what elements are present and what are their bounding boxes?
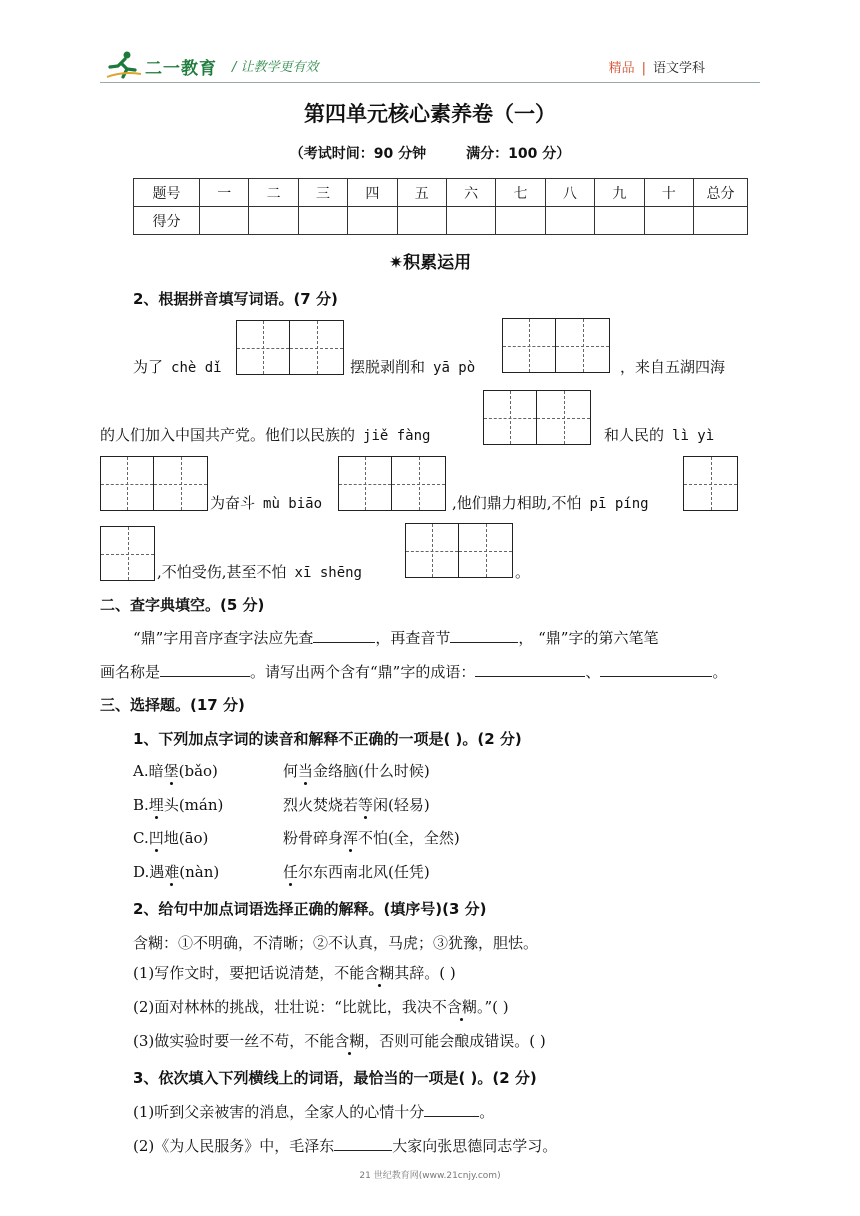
char-grid[interactable]	[338, 456, 446, 511]
option-d-explanation	[283, 861, 430, 882]
score-input-cell[interactable]	[249, 207, 298, 235]
exam-full-score: 满分：100 分）	[466, 146, 571, 162]
text-segment: 其辞。( )	[394, 964, 456, 982]
pinyin: pī píng	[589, 496, 649, 512]
text-segment: (2)《为人民服务》中，毛泽东	[133, 1137, 335, 1155]
option-c-explanation	[283, 827, 460, 848]
text-segment: (bǎo)	[178, 762, 218, 780]
paragraph-line	[133, 627, 658, 648]
char-cell[interactable]	[503, 319, 556, 372]
header-divider	[100, 82, 760, 83]
text-segment: 金络脑(什么时候)	[313, 762, 430, 780]
question-title: 1、下列加点字词的读音和解释不正确的一项是( )。(2 分)	[133, 730, 522, 748]
text-segment: 含糊	[334, 1032, 365, 1050]
section-title: 三、选择题。(17 分)	[100, 696, 245, 714]
answer-blank[interactable]	[600, 661, 712, 677]
table-cell: 一	[200, 179, 249, 207]
score-table	[133, 178, 748, 235]
option-c[interactable]	[133, 827, 208, 848]
text-segment: 尔东西南北风(任凭)	[298, 863, 430, 881]
pinyin: lì yì	[672, 428, 715, 444]
option-b-explanation	[283, 794, 430, 815]
table-cell: 八	[545, 179, 594, 207]
text-segment: (1)写作文时，要把话说清楚，不能	[133, 964, 365, 982]
answer-blank[interactable]	[424, 1101, 479, 1117]
sentence-2	[133, 996, 509, 1017]
pinyin-line	[100, 424, 438, 445]
sentence-1	[133, 962, 456, 983]
score-input-cell[interactable]	[298, 207, 347, 235]
text: ,他们鼎力相助,不怕	[452, 494, 582, 512]
text-segment: (1)听到父亲被害的消息，全家人的心情十分	[133, 1103, 425, 1121]
text-segment: 粉骨碎身	[283, 829, 344, 847]
char-cell[interactable]	[101, 457, 154, 510]
char-grid[interactable]	[483, 390, 591, 445]
score-input-cell[interactable]	[496, 207, 545, 235]
section-title: 二、查字典填空。(5 分)	[100, 596, 265, 614]
text: ，来自五湖四海	[620, 358, 726, 376]
table-cell: 得分	[134, 207, 200, 235]
text-segment: 难	[164, 863, 180, 881]
char-grid[interactable]	[236, 320, 344, 375]
text-segment: 。	[479, 1103, 495, 1121]
text-segment: 等	[358, 796, 374, 814]
char-cell[interactable]	[459, 524, 512, 577]
pinyin-line	[604, 424, 722, 445]
char-cell[interactable]	[392, 457, 445, 510]
page-footer: 21 世纪教育网(www.21cnjy.com)	[359, 1171, 501, 1181]
quality-tag: 精品	[608, 61, 635, 76]
text: ，再查音节	[375, 629, 451, 647]
brand-slogan: / 让教学更有效	[232, 60, 319, 75]
answer-blank[interactable]	[450, 627, 518, 643]
text: 。	[515, 563, 531, 581]
text-segment: D.遇	[133, 863, 165, 881]
char-cell[interactable]	[339, 457, 392, 510]
text-segment: 浑	[343, 829, 359, 847]
char-cell[interactable]	[237, 321, 290, 374]
exam-subtitle	[0, 143, 860, 163]
char-cell[interactable]	[101, 527, 154, 580]
pinyin: xī shēng	[294, 565, 362, 581]
char-cell[interactable]	[484, 391, 537, 444]
char-grid[interactable]	[683, 456, 738, 511]
text-segment: (3)做实验时要一丝不苟，不能	[133, 1032, 335, 1050]
text: 。	[712, 663, 728, 681]
sentence-1	[133, 1101, 494, 1122]
score-input-cell[interactable]	[200, 207, 249, 235]
exam-title: 第四单元核心素养卷（一）	[304, 102, 556, 126]
sentence-2	[133, 1135, 557, 1156]
option-a[interactable]	[133, 760, 218, 781]
text: 为了	[133, 358, 164, 376]
sentence-3	[133, 1030, 546, 1051]
text-segment: B.	[133, 796, 149, 814]
char-grid[interactable]	[100, 456, 208, 511]
table-cell: 十	[644, 179, 693, 207]
answer-blank[interactable]	[160, 661, 250, 677]
char-cell[interactable]	[556, 319, 609, 372]
text: 画名称是	[100, 663, 161, 681]
text-segment: 当	[298, 762, 314, 780]
option-a-explanation	[283, 760, 430, 781]
text: 。请写出两个含有“鼎”字的成语：	[250, 663, 476, 681]
table-cell: 三	[298, 179, 347, 207]
text: “鼎”字用音序查字法应先查	[133, 629, 314, 647]
char-grid[interactable]	[100, 526, 155, 581]
text-segment: 烈火焚烧若	[283, 796, 359, 814]
section-heading: ✷积累运用	[388, 253, 472, 273]
text-segment: C.	[133, 829, 149, 847]
brand-name: 二一教育	[145, 59, 217, 79]
runner-logo-icon	[105, 50, 143, 80]
char-cell[interactable]	[537, 391, 590, 444]
table-cell: 七	[496, 179, 545, 207]
text: 摆脱剥削和	[350, 358, 426, 376]
text-segment: A.暗	[133, 762, 164, 780]
pinyin: mù biāo	[263, 496, 323, 512]
text: 的人们加入中国共产党。他们以民族的	[100, 426, 356, 444]
text: 为奋斗	[210, 494, 256, 512]
pinyin-line	[350, 356, 483, 377]
text-segment: 凹	[148, 829, 164, 847]
table-cell: 二	[249, 179, 298, 207]
pinyin-line	[452, 492, 657, 513]
paragraph-line	[100, 661, 727, 682]
option-b[interactable]	[133, 794, 223, 815]
question-title: 3、依次填入下列横线上的词语，最恰当的一项是( )。(2 分)	[133, 1069, 537, 1087]
score-input-cell[interactable]	[694, 207, 748, 235]
answer-blank[interactable]	[475, 661, 585, 677]
score-input-cell[interactable]	[446, 207, 495, 235]
char-cell[interactable]	[154, 457, 207, 510]
char-cell[interactable]	[290, 321, 343, 374]
definition-line: 含糊：①不明确，不清晰；②不认真，马虎；③犹豫，胆怯。	[133, 934, 539, 952]
score-input-cell[interactable]	[644, 207, 693, 235]
text-segment: 何	[283, 762, 299, 780]
text: ,不怕受伤,甚至不怕	[157, 563, 287, 581]
answer-blank[interactable]	[313, 627, 375, 643]
pinyin: yā pò	[433, 360, 476, 376]
char-grid[interactable]	[502, 318, 610, 373]
char-cell[interactable]	[406, 524, 459, 577]
pinyin: chè dǐ	[171, 360, 222, 376]
score-input-cell[interactable]	[595, 207, 644, 235]
text-segment: 堡	[163, 762, 179, 780]
pinyin-line	[157, 561, 370, 582]
text-segment: 头(mán)	[163, 796, 224, 814]
pinyin-line	[210, 492, 330, 513]
text-segment: 。”( )	[476, 998, 509, 1016]
text: 和人民的	[604, 426, 665, 444]
score-table-header-row	[134, 179, 748, 207]
text-segment: (2)面对林林的挑战，壮壮说：“比就比，我决不	[133, 998, 447, 1016]
exam-time: （考试时间：90 分钟	[289, 146, 427, 162]
text-segment: 任	[283, 863, 299, 881]
table-cell: 总分	[694, 179, 748, 207]
option-d[interactable]	[133, 861, 219, 882]
text-segment: 大家向张思德同志学习。	[392, 1137, 558, 1155]
text-segment: ，否则可能会酿成错误。( )	[364, 1032, 546, 1050]
text-segment: (nàn)	[179, 863, 220, 881]
pinyin: jiě fàng	[363, 428, 431, 444]
table-cell: 九	[595, 179, 644, 207]
question-title: 2、根据拼音填写词语。(7 分)	[133, 290, 338, 308]
brand-logo	[105, 50, 240, 80]
question-title: 2、给句中加点词语选择正确的解释。(填序号)(3 分)	[133, 900, 487, 918]
text-segment: 不怕(全，全然)	[358, 829, 460, 847]
table-cell: 四	[348, 179, 397, 207]
text-segment: 含糊	[364, 964, 395, 982]
header-tags	[609, 57, 705, 76]
score-input-cell[interactable]	[397, 207, 446, 235]
text-segment: 地(āo)	[163, 829, 209, 847]
text: 、	[585, 663, 601, 681]
table-cell: 五	[397, 179, 446, 207]
char-cell[interactable]	[684, 457, 737, 510]
table-cell: 题号	[134, 179, 200, 207]
score-input-cell[interactable]	[545, 207, 594, 235]
score-table-score-row	[134, 207, 748, 235]
pinyin-line	[133, 356, 230, 377]
text-segment: 含糊	[446, 998, 477, 1016]
answer-blank[interactable]	[334, 1135, 392, 1151]
char-grid[interactable]	[405, 523, 513, 578]
subject-tag: 语文学科	[652, 61, 705, 76]
text: ， “鼎”字的第六笔笔	[518, 629, 659, 647]
text-segment: 闲(轻易)	[373, 796, 430, 814]
score-input-cell[interactable]	[348, 207, 397, 235]
text-segment: 埋	[148, 796, 164, 814]
tag-separator: |	[641, 61, 646, 76]
page-header	[100, 48, 760, 80]
table-cell: 六	[446, 179, 495, 207]
